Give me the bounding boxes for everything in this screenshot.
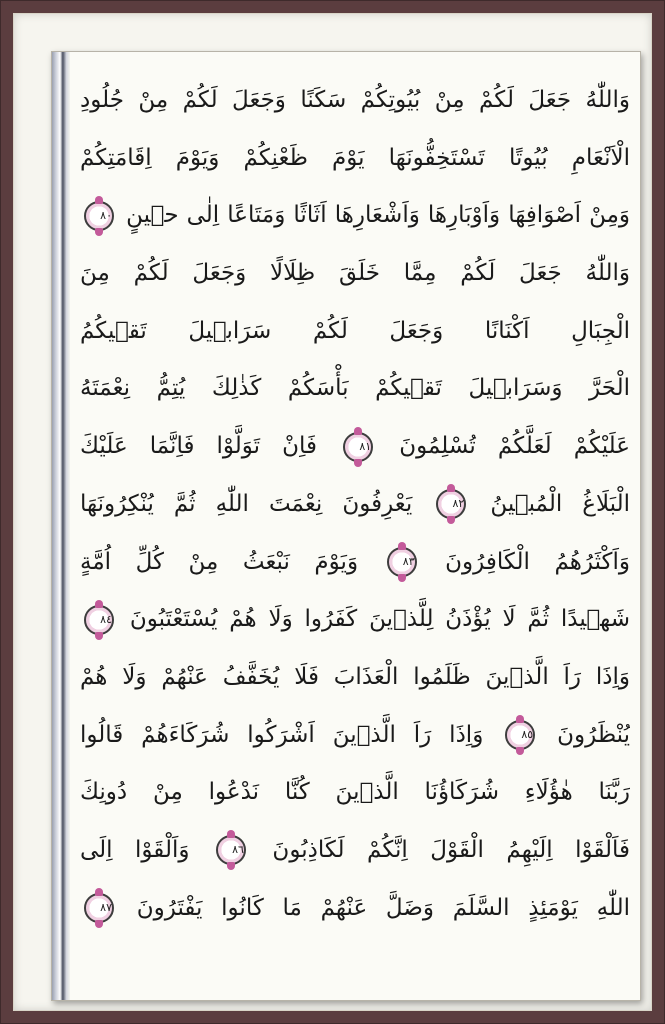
quran-text-block	[80, 72, 630, 992]
verse-text: يُنْظَرُونَ	[557, 721, 630, 748]
verse-text: وَاِذَا رَاَ الَّذٖينَ اَشْرَكُوا شُرَكَاءَهُمْ قَالُوا	[80, 721, 484, 748]
verse-text: وَاللّٰهُ جَعَلَ لَكُمْ مِنْ بُيُوتِكُمْ سَكَنًا وَجَعَلَ لَكُمْ مِنْ جُلُودِ	[80, 87, 630, 113]
verse-text: وَاللّٰهُ جَعَلَ لَكُمْ مِمَّا خَلَقَ ظِلَالًا وَجَعَلَ لَكُمْ مِنَ	[80, 260, 630, 287]
text-line	[80, 534, 630, 592]
ayah-number-marker: ٨٤	[84, 605, 114, 635]
ayah-number-marker: ٨٠	[84, 201, 114, 231]
verse-text: اللّٰهِ يَوْمَئِذٍ السَّلَمَ وَضَلَّ عَنْهُمْ مَا كَانُوا يَفْتَرُونَ	[136, 894, 630, 921]
text-line	[80, 476, 630, 534]
verse-text: وَاَكْثَرُهُمُ الْكَافِرُونَ	[445, 548, 630, 575]
verse-text: وَاِذَا رَاَ الَّذٖينَ ظَلَمُوا الْعَذَابَ فَلَا يُخَفَّفُ عَنْهُمْ وَلَا هُمْ	[80, 663, 630, 690]
mushaf-page	[51, 51, 641, 1001]
text-line	[80, 130, 630, 188]
text-line	[80, 764, 630, 822]
verse-text: يَعْرِفُونَ نِعْمَتَ اللّٰهِ ثُمَّ يُنْكِرُونَهَا	[80, 490, 413, 517]
verse-text: فَاَلْقَوْا اِلَيْهِمُ الْقَوْلَ اِنَّكُمْ لَكَاذِبُونَ	[272, 836, 630, 863]
text-line	[80, 418, 630, 476]
verse-text: الْاَنْعَامِ بُيُوتًا تَسْتَخِفُّونَهَا يَوْمَ ظَعْنِكُمْ وَيَوْمَ اِقَامَتِكُمْ	[80, 144, 630, 171]
verse-text: عَلَيْكُمْ لَعَلَّكُمْ تُسْلِمُونَ	[399, 433, 630, 460]
verse-text: الْحَرَّ وَسَرَابٖيلَ تَقٖيكُمْ بَأْسَكُمْ كَذٰلِكَ يُتِمُّ نِعْمَتَهُ	[80, 375, 630, 402]
text-line	[80, 649, 630, 707]
ayah-number-marker: ٨١	[343, 432, 373, 462]
page-spine	[52, 52, 70, 1000]
ayah-number-marker: ٨٦	[216, 835, 246, 865]
picture-mat	[13, 13, 652, 1011]
verse-text: وَاَلْقَوْا اِلَى	[80, 836, 190, 863]
text-line	[80, 707, 630, 765]
verse-text: رَبَّنَا هٰؤُلَاءِ شُرَكَاؤُنَا الَّذٖينَ كُنَّا نَدْعُوا مِنْ دُونِكَ	[80, 779, 630, 806]
text-line	[80, 880, 630, 938]
ayah-number-marker: ٨٥	[505, 720, 535, 750]
verse-text: الْبَلَاغُ الْمُبٖينُ	[490, 490, 630, 517]
verse-text: الْجِبَالِ اَكْنَانًا وَجَعَلَ لَكُمْ سَرَابٖيلَ تَقٖيكُمُ	[80, 317, 630, 344]
text-line	[80, 822, 630, 880]
text-line	[80, 72, 630, 130]
text-line	[80, 360, 630, 418]
ayah-number-marker: ٨٣	[387, 547, 417, 577]
text-line	[80, 303, 630, 361]
verse-text: وَمِنْ اَصْوَافِهَا وَاَوْبَارِهَا وَاَشْعَارِهَا اَثَاثًا وَمَتَاعًا اِلٰى حٖينٍ	[126, 202, 630, 229]
ayah-number-marker: ٨٧	[84, 893, 114, 923]
verse-text: وَيَوْمَ نَبْعَثُ مِنْ كُلِّ اُمَّةٍ	[80, 548, 359, 575]
text-line	[80, 187, 630, 245]
ayah-number-marker: ٨٢	[436, 489, 466, 519]
verse-text: فَاِنْ تَوَلَّوْا فَاِنَّمَا عَلَيْكَ	[80, 433, 318, 460]
text-line	[80, 591, 630, 649]
verse-text: شَهٖيدًا ثُمَّ لَا يُؤْذَنُ لِلَّذٖينَ كَفَرُوا وَلَا هُمْ يُسْتَعْتَبُونَ	[129, 606, 630, 633]
text-line	[80, 245, 630, 303]
